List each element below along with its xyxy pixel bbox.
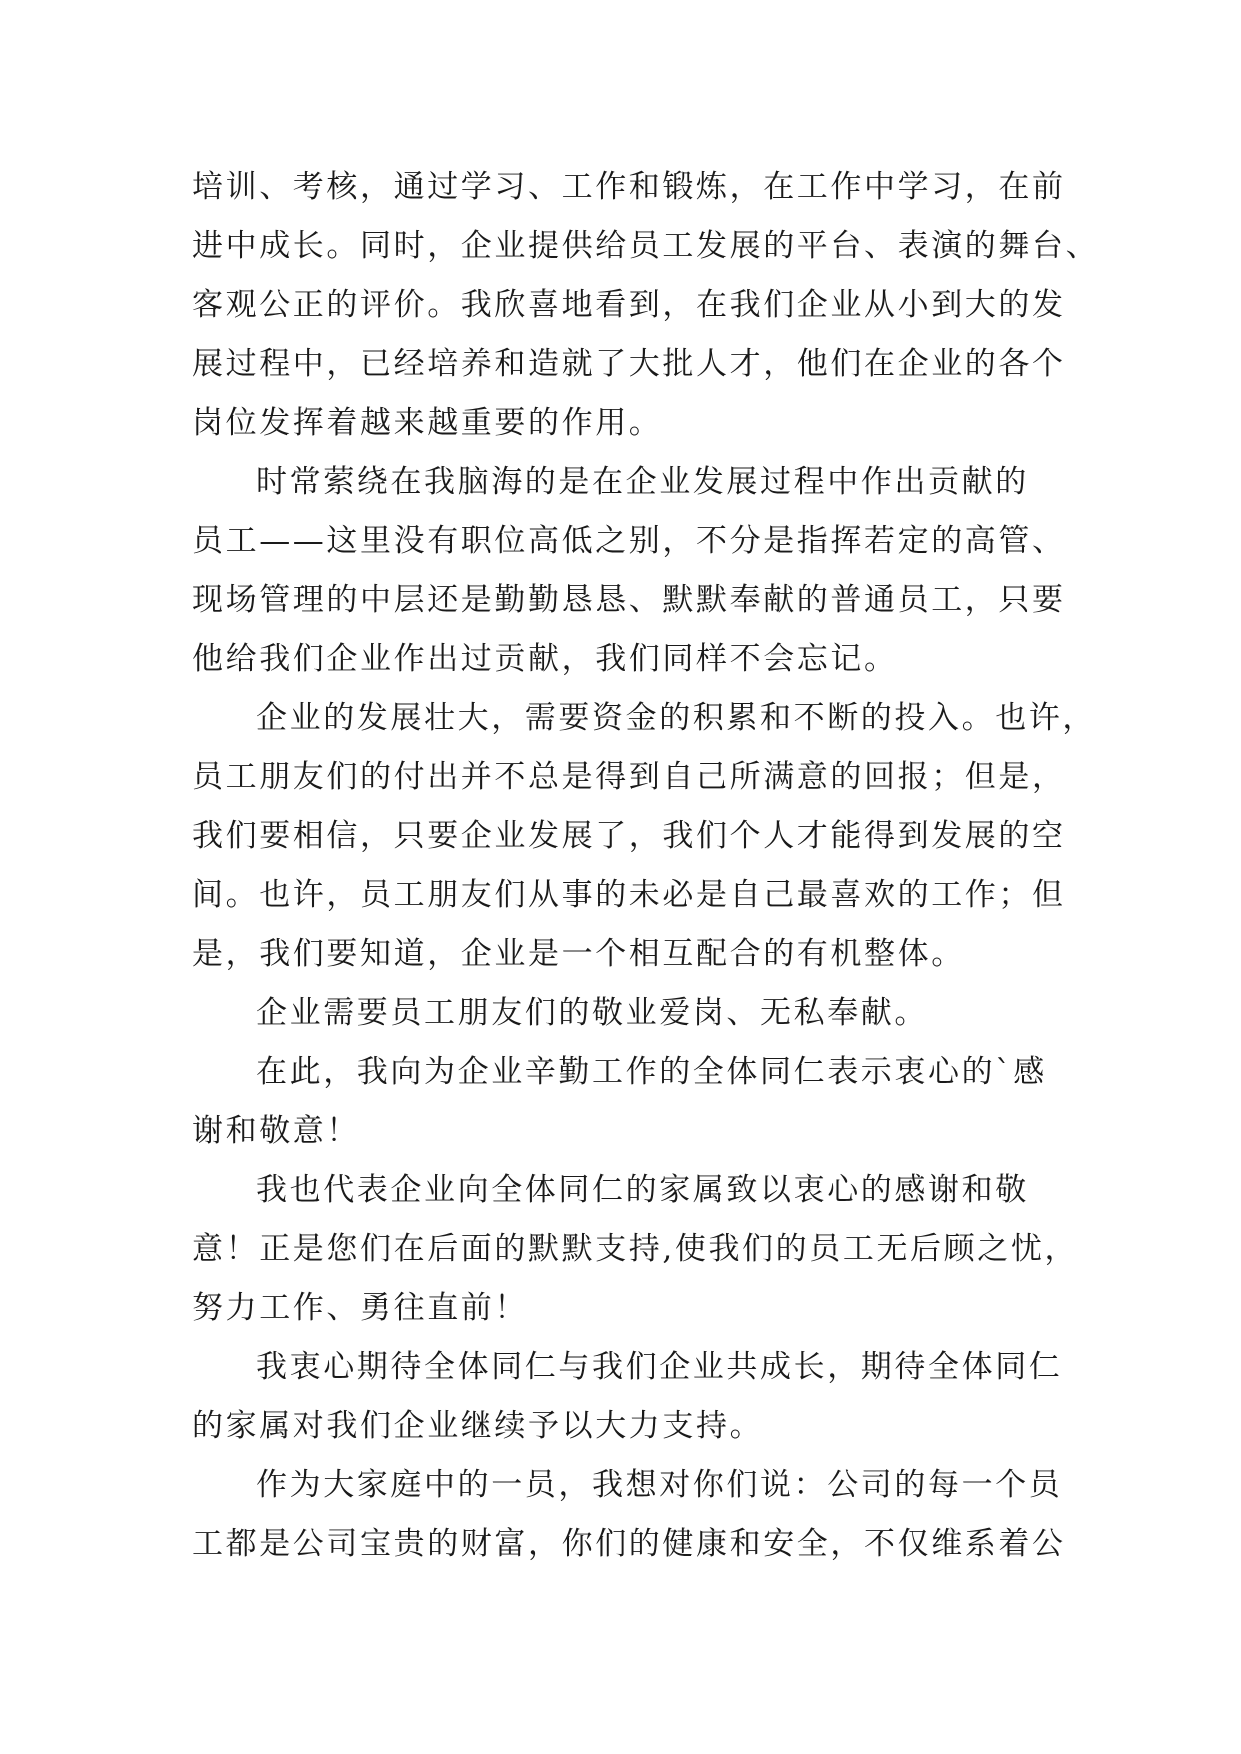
paragraph-first-line: 我也代表企业向全体同仁的家属致以衷心的感谢和敬 — [256, 1172, 1029, 1208]
text-line: 意！正是您们在后面的默默支持,使我们的员工无后顾之忧， — [192, 1231, 1079, 1267]
paragraph-first-line: 在此，我向为企业辛勤工作的全体同仁表示衷心的`感 — [256, 1054, 1047, 1090]
text-line: 谢和敬意！ — [192, 1113, 360, 1149]
text-line: 间。也许，员工朋友们从事的未必是自己最喜欢的工作；但 — [192, 877, 1066, 913]
text-line: 客观公正的评价。我欣喜地看到，在我们企业从小到大的发 — [192, 287, 1066, 323]
text-line: 进中成长。同时，企业提供给员工发展的平台、表演的舞台、 — [192, 228, 1100, 264]
paragraph-first-line: 企业的发展壮大，需要资金的积累和不断的投入。也许， — [256, 700, 1096, 736]
text-line: 他给我们企业作出过贡献，我们同样不会忘记。 — [192, 641, 898, 677]
text-line: 员工朋友们的付出并不总是得到自己所满意的回报；但是， — [192, 759, 1066, 795]
text-line: 的家属对我们企业继续予以大力支持。 — [192, 1408, 764, 1444]
paragraph-first-line: 我衷心期待全体同仁与我们企业共成长，期待全体同仁 — [256, 1349, 1063, 1385]
paragraph-first-line: 作为大家庭中的一员，我想对你们说：公司的每一个员 — [256, 1467, 1063, 1503]
text-line: 是，我们要知道，企业是一个相互配合的有机整体。 — [192, 936, 965, 972]
text-line: 员工——这里没有职位高低之别，不分是指挥若定的高管、 — [192, 523, 1066, 559]
text-line: 工都是公司宝贵的财富，你们的健康和安全，不仅维系着公 — [192, 1526, 1066, 1562]
text-line: 现场管理的中层还是勤勤恳恳、默默奉献的普通员工，只要 — [192, 582, 1066, 618]
text-line: 岗位发挥着越来越重要的作用。 — [192, 405, 663, 441]
text-line: 努力工作、勇往直前！ — [192, 1290, 528, 1326]
document-body — [192, 158, 1100, 1574]
paragraph-first-line: 时常萦绕在我脑海的是在企业发展过程中作出贡献的 — [256, 464, 1029, 500]
text-line: 培训、考核，通过学习、工作和锻炼，在工作中学习，在前 — [192, 169, 1066, 205]
text-line: 展过程中，已经培养和造就了大批人才，他们在企业的各个 — [192, 346, 1066, 382]
paragraph-first-line: 企业需要员工朋友们的敬业爱岗、无私奉献。 — [256, 995, 928, 1031]
text-line: 我们要相信，只要企业发展了，我们个人才能得到发展的空 — [192, 818, 1066, 854]
